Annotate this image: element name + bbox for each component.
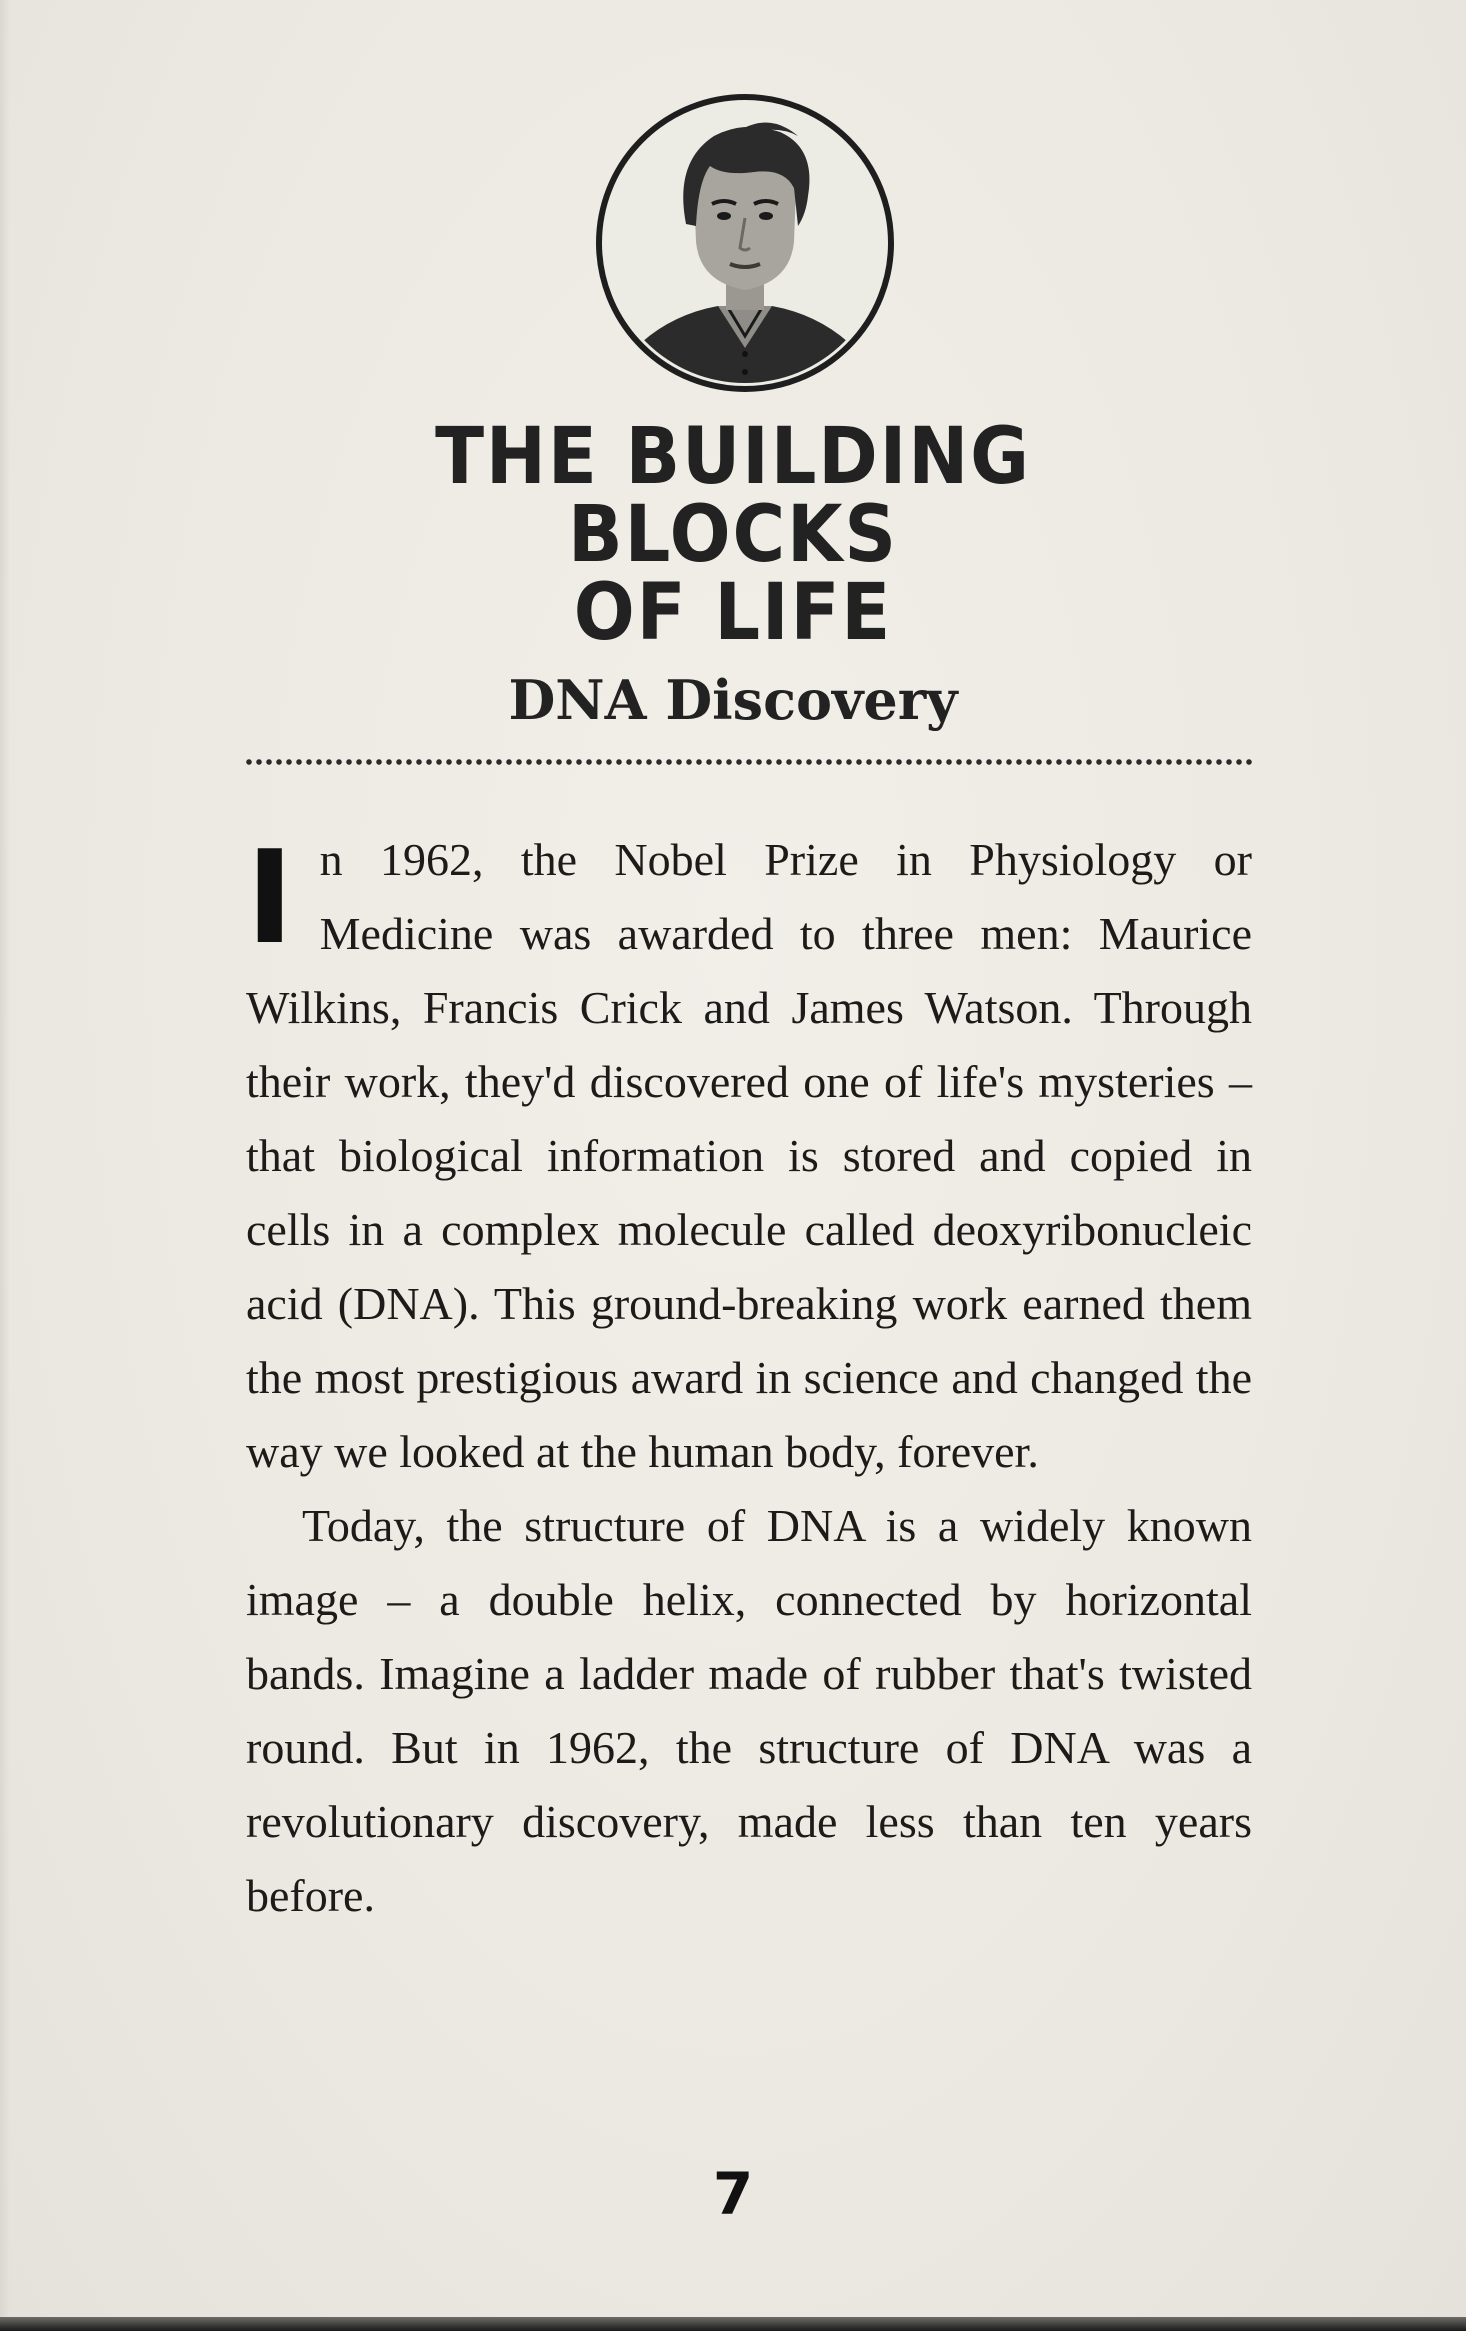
drop-cap: I	[246, 824, 294, 973]
page-number: 7	[712, 2160, 754, 2228]
paragraph-2: Today, the structure of DNA is a widely known image – a double helix, connected by horizontal bands. Imagine a ladder made of rubber that's twisted round. But in 1962, the structure of DNA was a revolutionary discovery, made less than ten years before.	[246, 1500, 1252, 1921]
chapter-title-line2: OF LIFE	[573, 568, 893, 658]
paragraph-1-text: n 1962, the Nobel Prize in Physiology or Medicine was awarded to three men: Maurice Wilkins, Francis Crick and James Watson. Through their work, they'd discovered one of life's mysteries – that biological information is stored and copied in cells in a complex molecule called deoxyribonucleic acid (DNA). This ground-breaking work earned them the most prestigious award in science and changed the way we looked at the human body, forever.	[246, 834, 1252, 1477]
paragraph-1	[246, 823, 1252, 1489]
scan-edge-bottom	[0, 2317, 1466, 2331]
portrait-illustration	[594, 92, 896, 394]
scan-edge-left	[0, 0, 10, 2331]
chapter-title	[273, 412, 1193, 658]
woman-portrait-icon	[594, 92, 896, 394]
dotted-divider	[244, 757, 1252, 767]
body-text	[246, 823, 1252, 1933]
chapter-title-line1: THE BUILDING BLOCKS	[435, 412, 1031, 580]
section-subtitle: DNA Discovery	[508, 668, 958, 732]
